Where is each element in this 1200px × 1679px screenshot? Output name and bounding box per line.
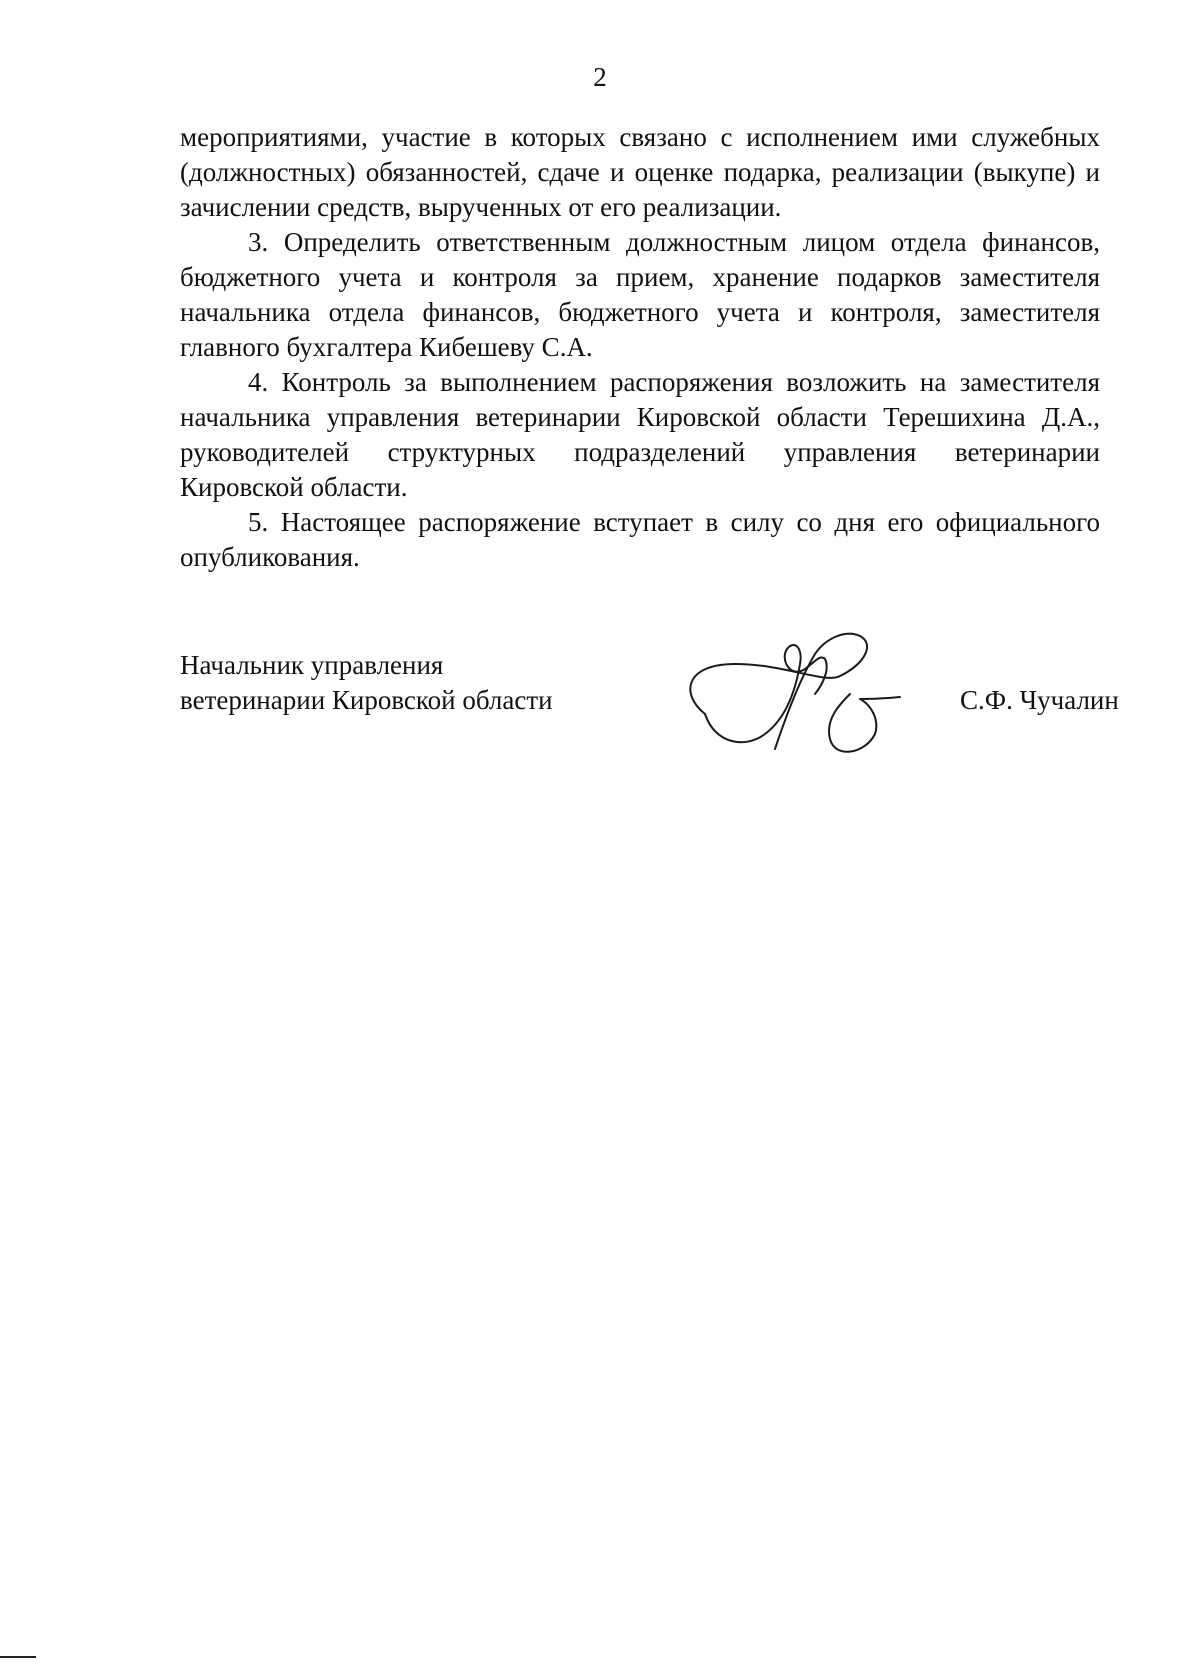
paragraph-item-5: 5. Настоящее распоряжение вступает в силу со дня его официального опубликования. [180,507,1100,572]
signer-position [180,648,553,718]
paragraph-item-4: 4. Контроль за выполнением распоряжения возложить на заместителя начальника управления ветеринарии Кировской области Терешихина Д.А., руководителей структурных подразделений управления ветеринарии Кировской области. [180,367,1100,502]
document-body [180,120,1100,575]
paragraph-continuation: мероприятиями, участие в которых связано с исполнением ими служебных (должностных) обязанностей, сдаче и оценке подарка, реализации (выкупе) и зачислении средств, вырученных от его реализации. [180,122,1100,222]
signer-position-line-2: ветеринарии Кировской области [180,685,553,715]
page-edge-mark [0,1656,36,1658]
handwritten-signature [675,624,915,764]
page-number: 2 [593,62,607,92]
signer-position-line-1: Начальник управления [180,650,444,680]
paragraph-item-3: 3. Определить ответственным должностным лицом отдела финансов, бюджетного учета и контроля за прием, хранение подарков заместителя начальника отдела финансов, бюджетного учета и контроля, заместителя главного бухгалтера Кибешеву С.А. [180,227,1100,362]
signature-block [180,648,1120,758]
signer-name: С.Ф. Чучалин [960,685,1119,715]
